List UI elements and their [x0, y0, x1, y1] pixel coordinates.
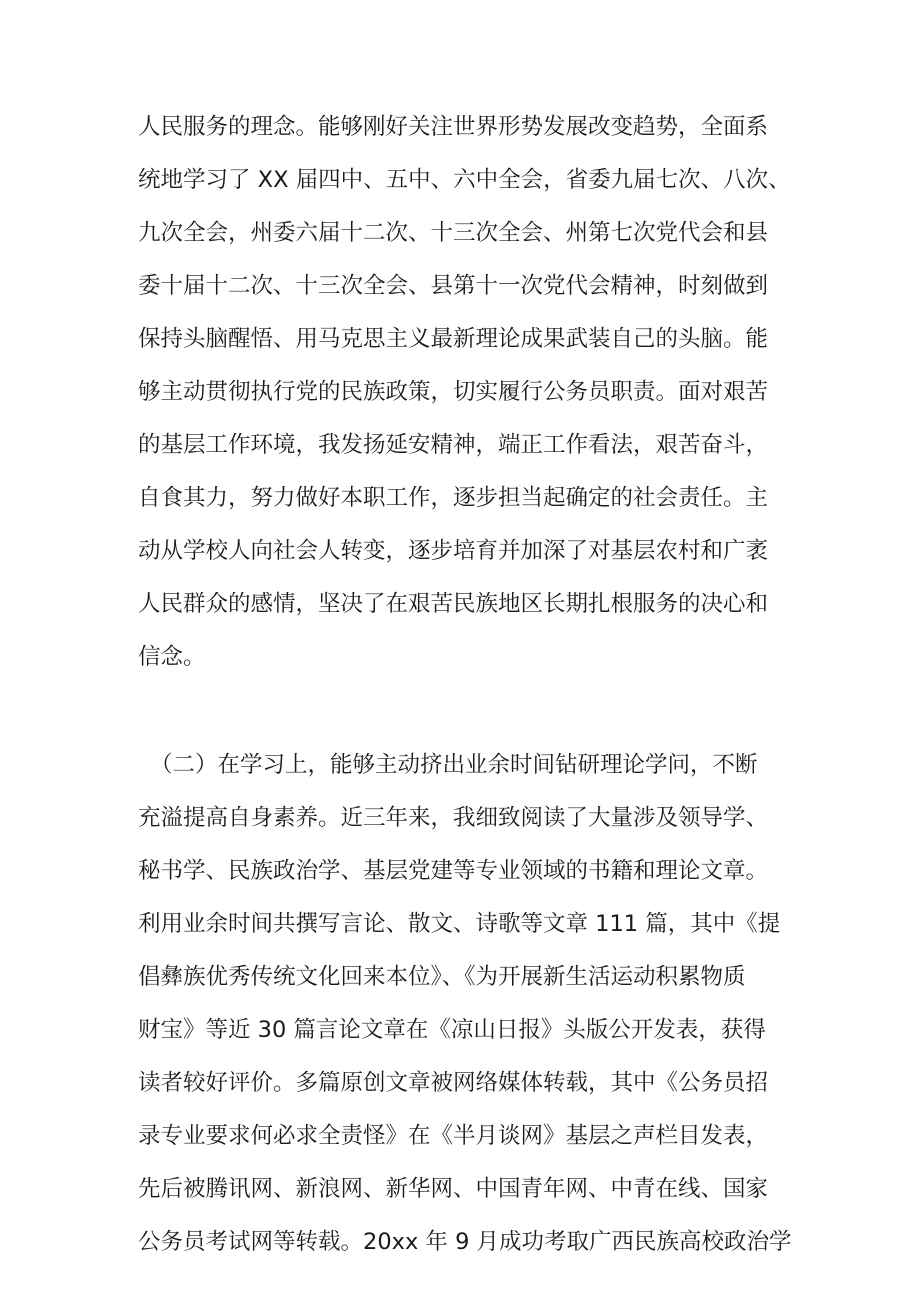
text-line: 财宝》等近 30 篇言论文章在《凉山日报》头版公开发表，获得 [138, 1017, 766, 1043]
text-line: 的基层工作环境，我发扬延安精神，端正工作看法，艰苦奋斗， [138, 432, 769, 458]
text-line: 信念。 [138, 644, 206, 670]
text-line: 倡彝族优秀传统文化回来本位》、《为开展新生活运动积累物质 [138, 964, 746, 990]
text-line: 利用业余时间共撰写言论、散文、诗歌等文章 111 篇，其中《提 [138, 911, 781, 937]
text-line: 动从学校人向社会人转变，逐步培育并加深了对基层农村和广袤 [138, 538, 769, 564]
text-line: 人民群众的感情，坚决了在艰苦民族地区长期扎根服务的决心和 [138, 591, 769, 617]
text-line: 读者较好评价。多篇原创文章被网络媒体转载，其中《公务员招 [138, 1070, 769, 1096]
text-line: 充溢提高自身素养。近三年来，我细致阅读了大量涉及领导学、 [138, 805, 769, 831]
text-line: 统地学习了 XX 届四中、五中、六中全会，省委九届七次、八次、 [138, 167, 791, 193]
text-line: 秘书学、民族政治学、基层党建等专业领域的书籍和理论文章。 [138, 858, 769, 884]
text-line: 先后被腾讯网、新浪网、新华网、中国青年网、中青在线、国家 [138, 1176, 769, 1202]
text-line: 录专业要求何必求全责怪》在《半月谈网》基层之声栏目发表， [138, 1123, 769, 1149]
text-line: 够主动贯彻执行党的民族政策，切实履行公务员职责。面对艰苦 [138, 379, 769, 405]
text-line: 保持头脑醒悟、用马克思主义最新理论成果武装自己的头脑。能 [138, 326, 769, 352]
text-line: 九次全会，州委六届十二次、十三次全会、州第七次党代会和县 [138, 220, 769, 246]
text-line: 公务员考试网等转载。20xx 年 9 月成功考取广西民族高校政治学 [138, 1229, 792, 1255]
text-line: 自食其力，努力做好本职工作，逐步担当起确定的社会责任。主 [138, 485, 769, 511]
text-line: 人民服务的理念。能够刚好关注世界形势发展改变趋势，全面系 [138, 114, 769, 140]
text-line: （二）在学习上，能够主动挤出业余时间钻研理论学问，不断 [150, 752, 758, 778]
text-line: 委十届十二次、十三次全会、县第十一次党代会精神，时刻做到 [138, 273, 769, 299]
